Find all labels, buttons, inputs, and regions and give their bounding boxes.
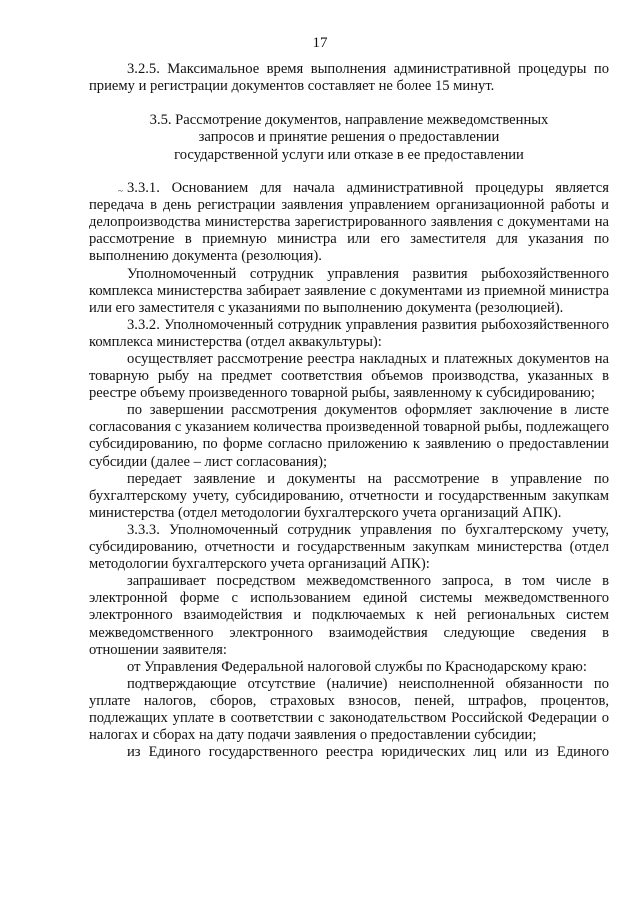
paragraph-3-3-3: 3.3.3. Уполномоченный сотрудник управления по бухгалтерскому учету, субсидированию, отчетности и государственным закупкам министерства (отдел методологии бухгалтерского учета организаций АПК): [89, 521, 609, 573]
section-heading [89, 112, 609, 164]
margin-mark: ~ [118, 186, 124, 196]
section-heading-line-3: государственной услуги или отказе в ее предоставлении [174, 146, 524, 163]
paragraph-unified-registry: из Единого государственного реестра юридических лиц или из Единого [127, 744, 609, 761]
paragraph-fishery-staff: Уполномоченный сотрудник управления развития рыбохозяйственного комплекса министерства забирает заявление с документами из приемной министра или его заместителя с указаниями по выполнению документа (резолюцией). [89, 265, 609, 316]
paragraph-tax-service: от Управления Федеральной налоговой службы по Краснодарскому краю: [127, 658, 587, 675]
paragraph-interagency-request: запрашивает посредством межведомственного запроса, в том числе в электронной форме с использованием единой системы межведомственного электронного взаимодействия и подключаемых к ней региональных систем межведомственного электронного взаимодействия следующие сведения в отношении заявителя: [89, 573, 609, 658]
paragraph-3-3-2: 3.3.2. Уполномоченный сотрудник управления развития рыбохозяйственного комплекса министерства (отдел аквакультуры): [89, 316, 609, 350]
paragraph-approval-sheet: по завершении рассмотрения документов оформляет заключение в листе согласования с указанием количества произведенной товарной рыбы, подлежащего субсидированию, по форме согласно приложению к заявлению о предоставлении субсидии (далее – лист согласования); [89, 402, 609, 470]
paragraph-3-2-5: 3.2.5. Максимальное время выполнения административной процедуры по приему и регистрации документов составляет не более 15 минут. [89, 61, 609, 95]
paragraph-registry-review: осуществляет рассмотрение реестра накладных и платежных документов на товарную рыбу на предмет соответствия объемов производства, указанных в реестре объему произведенного товарной рыбы, заявленному к субсидированию; [89, 351, 609, 402]
section-heading-line-2: запросов и принятие решения о предоставлении [198, 129, 500, 146]
paragraph-transfer-accounting: передает заявление и документы на рассмотрение в управление по бухгалтерскому учету, субсидированию, отчетности и государственным закупкам министерства (отдел методологии бухгалтерского учета организаций АПК). [89, 470, 609, 521]
document-body [89, 61, 609, 761]
paragraph-tax-obligations: подтверждающие отсутствие (наличие) неисполненной обязанности по уплате налогов, сборов, страховых взносов, пеней, штрафов, процентов, подлежащих уплате в соответствии с законодательством Российской Федерации о налогах и сборах на дату подачи заявления о предоставлении субсидии; [89, 675, 609, 744]
paragraph-3-3-1: 3.3.1. Основанием для начала административной процедуры является передача в день регистрации заявления управлением организационной работы и делопроизводства министерства зарегистрированного заявления с документами на рассмотрение в приемную министра или его заместителя для указания по выполнению документа (резолюция). [89, 180, 609, 265]
page-number: 17 [312, 35, 328, 51]
section-heading-line-1: 3.5. Рассмотрение документов, направление межведомственных [149, 112, 549, 129]
